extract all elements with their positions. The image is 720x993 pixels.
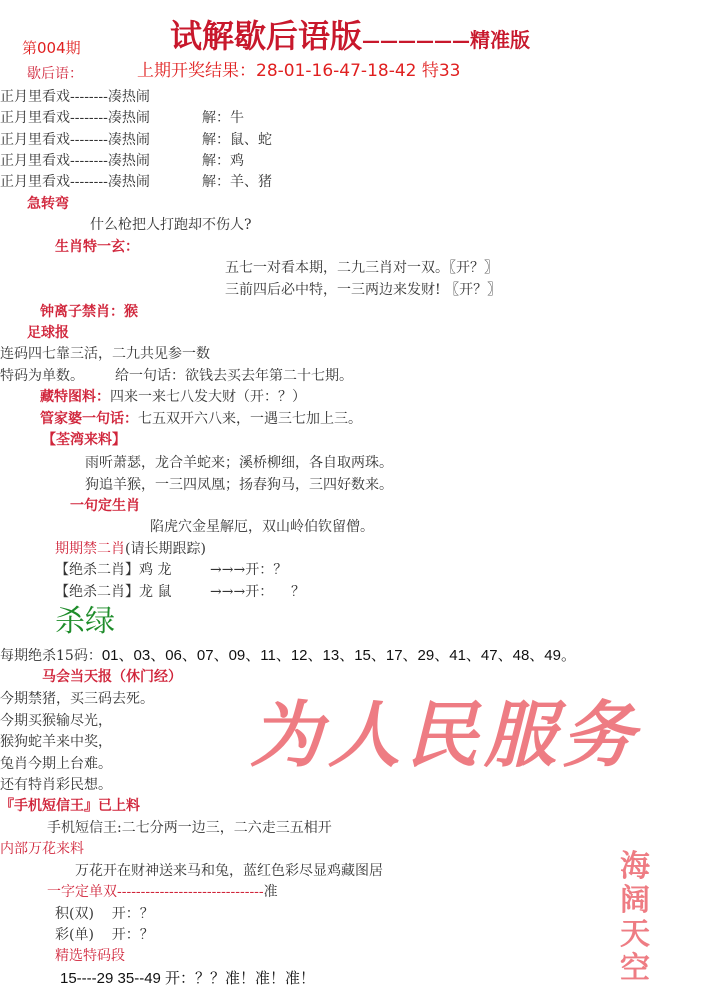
shengxiao-line: 五七一对看本期，二九三肖对一双。〖开？〗 bbox=[225, 260, 498, 276]
xiehouyu-text: 正月里看戏--------凑热闹 bbox=[0, 174, 150, 191]
xiehouyu-text: 正月里看戏--------凑热闹 bbox=[0, 152, 150, 169]
xiehouyu-answer: 解：鸡 bbox=[202, 152, 244, 169]
zuqiubao-line: 给一句话：欲钱去买去年第二十七期。 bbox=[115, 368, 353, 384]
qiqi-arrow: →→→开：？ bbox=[210, 562, 288, 578]
wanhua-text: 万花开在财神送来马和兔，蓝红色彩尽显鸡藏图居 bbox=[75, 863, 383, 879]
guanjiapo-text: 七五双开六八来，一遇三七加上三。 bbox=[138, 411, 362, 427]
xiehouyu-text: 正月里看戏--------凑热闹 bbox=[0, 131, 150, 148]
mahui-line: 今期禁猪，买三码去死。 bbox=[0, 691, 154, 707]
mahui-line: 兔肖今期上台难。 bbox=[0, 755, 112, 772]
xiehouyu-row bbox=[0, 109, 244, 127]
danshuang-row: 积(双) 开：？ bbox=[55, 906, 154, 922]
shalv-heading: 杀绿 bbox=[55, 604, 115, 639]
guanjiapo-label: 管家婆一句话： bbox=[40, 411, 138, 427]
last-result: 上期开奖结果：28-01-16-47-18-42 特33 bbox=[137, 61, 461, 81]
cangte bbox=[40, 388, 306, 406]
danshuang-row: 彩(单) 开：？ bbox=[55, 927, 154, 943]
zuqiubao-label: 足球报 bbox=[27, 325, 69, 341]
cangte-label: 藏特图料： bbox=[40, 389, 110, 405]
qiqi-note: (请长期跟踪) bbox=[125, 541, 206, 557]
quanwan-line: 雨听萧瑟，龙合羊蛇来；溪桥柳细，各自取两珠。 bbox=[85, 455, 393, 471]
juesha-label: 每期绝杀15码： bbox=[0, 648, 102, 664]
juesha bbox=[0, 647, 576, 665]
shengxiao-label: 生肖特一玄： bbox=[55, 239, 139, 255]
title-dash: —————— bbox=[362, 31, 471, 52]
xiehouyu-answer: 解：羊、猪 bbox=[202, 174, 272, 191]
xiehouyu-text: 正月里看戏--------凑热闹 bbox=[0, 110, 150, 127]
yiju-label: 一句定生肖 bbox=[70, 498, 140, 514]
mahui-line: 今期买猴输尽光， bbox=[0, 712, 112, 729]
mahui-line: 还有特肖彩民想。 bbox=[0, 777, 112, 793]
cangte-text: 四来一来七八发大财（开：？） bbox=[110, 389, 306, 405]
guanjiapo bbox=[40, 410, 362, 428]
qiqi-row bbox=[55, 583, 305, 601]
qiqi-header bbox=[55, 540, 206, 558]
qiqi-arrow: →→→开： ？ bbox=[210, 584, 305, 600]
qiqi-tag: 【绝杀二肖】龙 鼠 bbox=[55, 584, 172, 600]
danshuang-label: 一字定单双 bbox=[47, 884, 117, 900]
quanwan-label: 【荃湾来料】 bbox=[42, 432, 126, 448]
zhonglizi: 钟离子禁肖：猴 bbox=[40, 304, 138, 320]
mahui-label: 马会当天报（休门经） bbox=[42, 669, 182, 685]
shengxiao-line: 三前四后必中特，一三两边来发财! 〖开？〗 bbox=[225, 282, 502, 298]
title-text: 试解歇后语版 bbox=[170, 17, 363, 55]
xiehouyu-row bbox=[0, 152, 244, 170]
sms-label: 『手机短信王』已上料 bbox=[0, 798, 140, 814]
sms-text: 手机短信王:二七分两一边三，二六走三五相开 bbox=[47, 820, 332, 836]
subtitle: 精准版 bbox=[470, 28, 531, 52]
issue-number: 第004期 bbox=[22, 39, 81, 57]
jingxuan-label: 精选特码段 bbox=[55, 948, 125, 964]
qiqi-tag: 【绝杀二肖】鸡 龙 bbox=[55, 562, 172, 578]
zuqiubao-line: 连码四七靠三活，二九共见参一数 bbox=[0, 346, 210, 362]
zuqiubao-line: 特码为单数。 bbox=[0, 368, 84, 384]
xiehouyu-row bbox=[0, 88, 150, 106]
watermark-main: 为人民服务 bbox=[250, 692, 641, 777]
danshuang-header bbox=[47, 883, 278, 901]
xiehouyu-answer: 解：鼠、蛇 bbox=[202, 131, 272, 148]
yiju-text: 陷虎穴金星解厄，双山岭伯钦留僧。 bbox=[150, 519, 374, 535]
xiehouyu-row bbox=[0, 131, 272, 149]
qiqi-row bbox=[55, 561, 288, 579]
watermark-side: 海阔天空 bbox=[620, 849, 650, 986]
xiehouyu-answer: 解：牛 bbox=[202, 110, 244, 127]
xiehouyu-row bbox=[0, 173, 272, 191]
xiehouyu-text: 正月里看戏--------凑热闹 bbox=[0, 89, 150, 105]
qiqi-label: 期期禁二肖 bbox=[55, 541, 125, 557]
jingxuan-text: 15----29 35--49 开：？？准！准！准！ bbox=[60, 970, 316, 987]
mahui-line: 猴狗蛇羊来中奖， bbox=[0, 734, 112, 750]
quanwan-line: 狗追羊猴，一三四凤凰；扬春狗马，三四好数来。 bbox=[85, 477, 393, 493]
page-title bbox=[170, 16, 530, 62]
xiehouyu-label: 歇后语： bbox=[27, 66, 83, 82]
juesha-numbers: 01、03、06、07、09、11、12、13、15、17、29、41、47、48、49。 bbox=[101, 647, 576, 664]
jizhuanwan-label: 急转弯 bbox=[27, 196, 69, 212]
wanhua-label: 内部万花来料 bbox=[0, 841, 84, 857]
danshuang-dash: ------------------------------- bbox=[117, 884, 264, 900]
danshuang-suffix: 准 bbox=[263, 884, 278, 900]
jizhuanwan-text: 什么枪把人打跑却不伤人? bbox=[90, 217, 252, 233]
